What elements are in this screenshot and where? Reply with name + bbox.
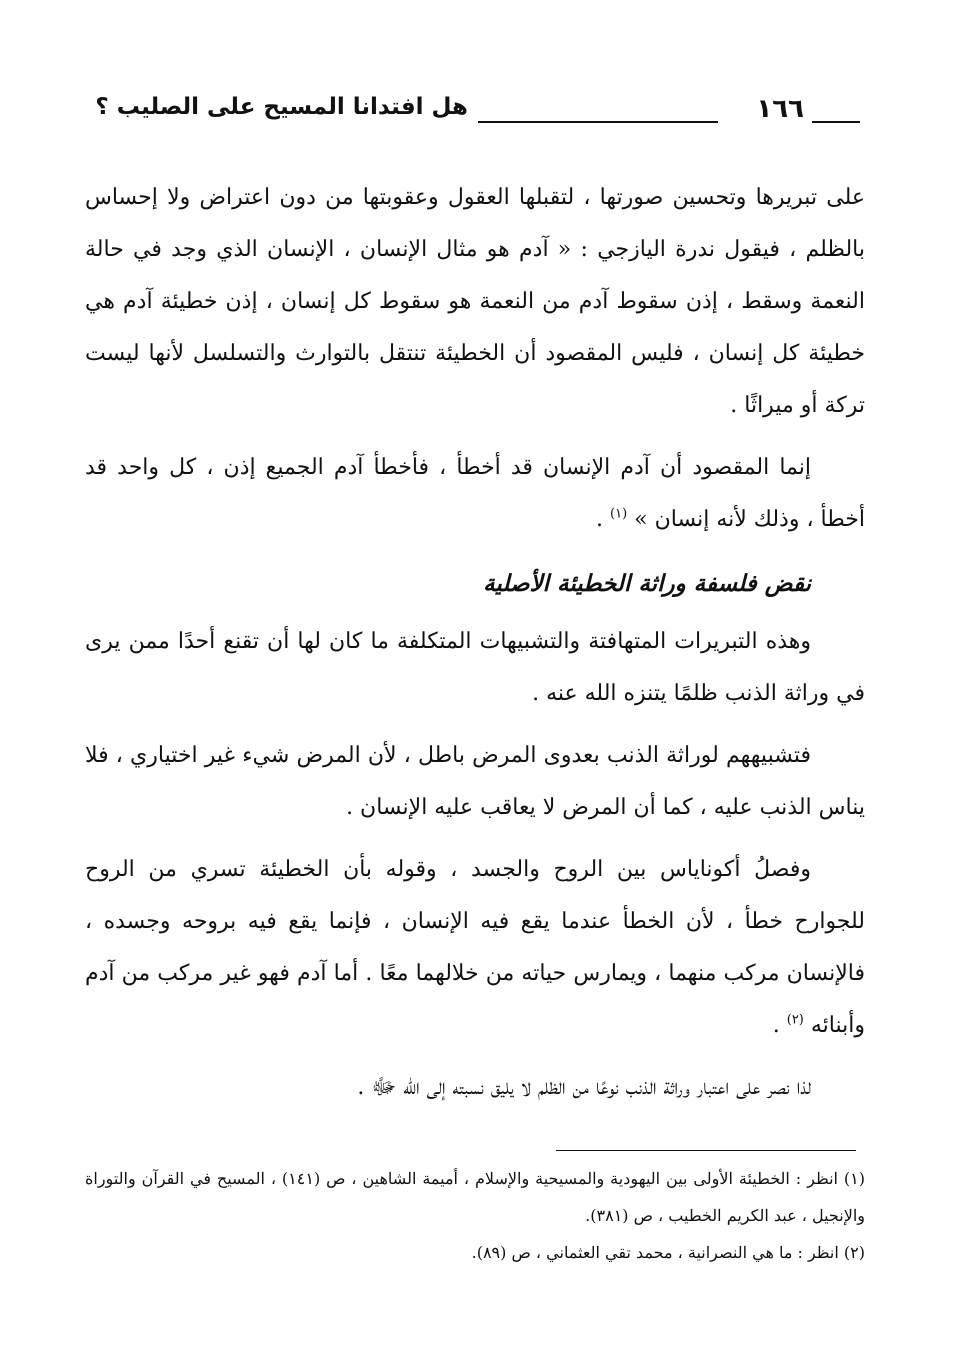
paragraph-2-text: إنما المقصود أن آدم الإنسان قد أخطأ ، فأخطأ آدم الجميع إذن ، كل واحد قد أخطأ ، وذلك لأنه إنسان » — [85, 455, 865, 532]
page-number: ١٦٦ — [756, 94, 804, 124]
paragraph-2-end: . — [596, 507, 611, 532]
page-header — [90, 92, 860, 132]
footnote-ref-1: (١) — [610, 506, 628, 522]
paragraph-5-text: وفصلُ أكوناياس بين الروح والجسد ، وقوله بأن الخطيئة تسري من الروح للجوارح خطأ ، لأن الخطأ عندما يقع فيه الإنسان ، فإنما يقع فيه بروحه وجسده ، فالإنسان مركب منهما ، ويمارس حياته من خلالهما معًا . أما آدم فهو غير مركب من آدم وأبنائه — [85, 857, 865, 1038]
footnote-separator — [556, 1150, 856, 1151]
paragraph-1: على تبريرها وتحسين صورتها ، لتقبلها العقول وعقوبتها من دون اعتراض ولا إحساس بالظلم ، فيقول ندرة اليازجي : « آدم هو مثال الإنسان ، الإنسان الذي وجد في حالة النعمة وسقط ، إذن سقوط آدم من النعمة هو سقوط كل إنسان ، إذن خطيئة آدم هي خطيئة كل إنسان ، فليس المقصود أن الخطيئة تنتقل بالتوارث والتسلسل لأنها ليست تركة أو ميراثًا . — [85, 185, 865, 418]
page-body — [85, 172, 865, 1124]
header-rule-right — [812, 121, 860, 123]
footnotes — [85, 1160, 865, 1271]
footnote-ref-2: (٢) — [786, 1012, 804, 1028]
footnote-2: (٢) انظر : ما هي النصرانية ، محمد تقي العثماني ، ص (٨٩). — [471, 1243, 865, 1262]
paragraph-3: وهذه التبريرات المتهافتة والتشبيهات المتكلفة ما كان لها أن تقنع أحدًا ممن يرى في وراثة الذنب ظلمًا يتنزه الله عنه . — [85, 629, 865, 706]
section-heading: نقض فلسفة وراثة الخطيئة الأصلية — [483, 571, 811, 597]
running-title: هل افتدانا المسيح على الصليب ؟ — [95, 94, 468, 120]
paragraph-5-end: . — [772, 1013, 787, 1038]
paragraph-6: لذا نصر على اعتبار وراثة الذنب نوعًا من الظلم لا يليق نسبته إلى الله ﷻ . — [357, 1075, 811, 1100]
paragraph-5 — [85, 844, 865, 1052]
paragraph-2 — [85, 442, 865, 546]
paragraph-4: فتشبيههم لوراثة الذنب بعدوى المرض باطل ، لأن المرض شيء غير اختياري ، فلا يناس الذنب عليه ، كما أن المرض لا يعاقب عليه الإنسان . — [85, 743, 865, 820]
header-rule-middle — [478, 121, 718, 123]
footnote-1: (١) انظر : الخطيئة الأولى بين اليهودية والمسيحية والإسلام ، أميمة الشاهين ، ص (١٤١) ، المسيح في القرآن والتوراة والإنجيل ، عبد الكريم الخطيب ، ص (٣٨١). — [85, 1169, 865, 1225]
